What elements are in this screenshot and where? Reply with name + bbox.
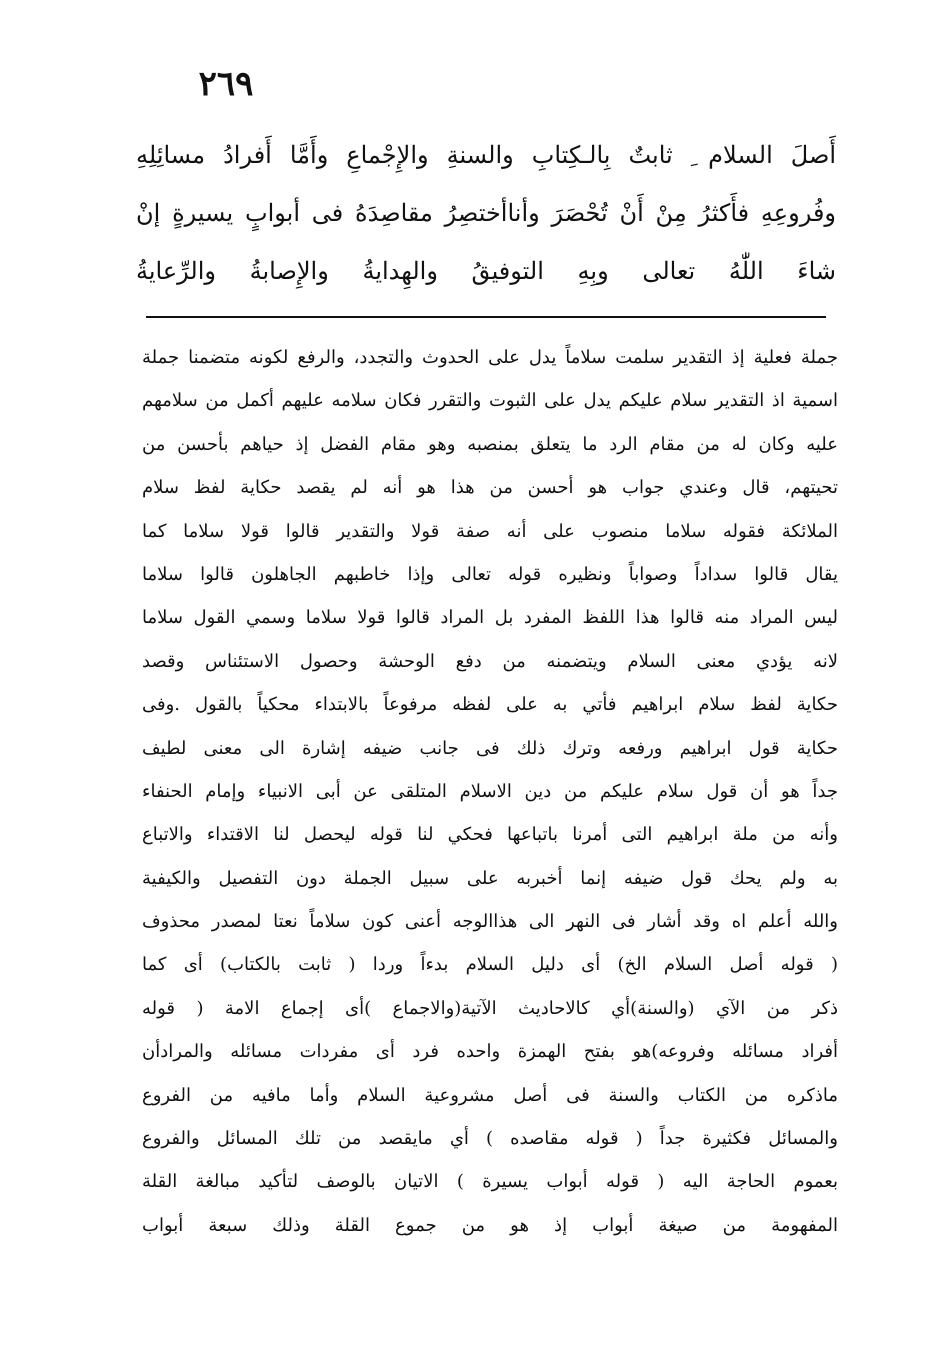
- commentary-line: ذكر من الآي (والسنة)أي كالاحاديث الآتية(والاجماع )أى إجماع الامة ( قوله: [142, 997, 838, 1019]
- commentary-line: به ولم يحك قول ضيفه إنما أخبربه على سبيل الجملة دون التفصيل والكيفية: [142, 867, 838, 889]
- commentary-line: الملائكة فقوله سلاما منصوب على أنه صفة قولا والتقدير قالوا قولا سلاما كما: [142, 520, 838, 542]
- page-number: ٢٦٩: [198, 64, 254, 104]
- commentary-line: حكاية لفظ سلام ابراهيم فأتي به على لفظه مرفوعاً بالابتداء محكياً بالقول .وفى: [142, 694, 838, 716]
- main-text-block: [136, 126, 836, 300]
- commentary-line: حكاية قول ابراهيم ورفعه وترك ذلك فى جانب ضيفه إشارة الى معنى لطيف: [142, 737, 838, 759]
- commentary-line: والمسائل فكثيرة جداً ( قوله مقاصده ) أي مايقصد من تلك المسائل والفروع: [142, 1128, 838, 1150]
- commentary-line: جملة فعلية إذ التقدير سلمت سلاماً يدل على الحدوث والتجدد، والرفع لكونه متضمنا جملة: [142, 347, 838, 368]
- commentary-line: وأنه من ملة ابراهيم التى أمرنا باتباعها فحكي لنا قوله ليحصل لنا الاقتداء والاتباع: [142, 824, 838, 846]
- commentary-line: لانه يؤدي معنى السلام ويتضمنه من دفع الوحشة وحصول الاستئناس وقصد: [142, 650, 838, 672]
- commentary-line: تحيتهم، قال وعندي جواب هو أحسن من هذا هو أنه لم يقصد حكاية لفظ سلام: [142, 477, 838, 499]
- commentary-line: ليس المراد منه قالوا هذا اللفظ المفرد بل المراد قالوا قولا سلاما وسمي القول سلاما: [142, 607, 838, 629]
- commentary-line: ( قوله أصل السلام الخ) أى دليل السلام بدءاً وردا ( ثابت بالكتاب) أى كما: [142, 954, 838, 976]
- commentary-block: [142, 336, 838, 1247]
- commentary-line: اسمية اذ التقدير سلام عليكم يدل على الثبوت والتقرر فكان سلامه عليهم أكمل من سلامهم: [142, 390, 838, 412]
- commentary-line: عليه وكان له من مقام الرد ما يتعلق بمنصبه وهو مقام الفضل إذ حياهم بأحسن من: [142, 433, 838, 455]
- main-text-line: أَصلَ السلام ِ ثابتٌ بِالـكِتابِ والسنةِ والإِجْماعِ وأَمَّا أَفرادُ مسائِلِهِ: [136, 141, 836, 169]
- commentary-line: يقال قالوا سداداً وصواباً ونظيره قوله تعالى وإذا خاطبهم الجاهلون قالوا سلاما: [142, 563, 838, 585]
- commentary-line: أفراد مسائله وفروعه)هو بفتح الهمزة واحده فرد أى مفردات مسائله والمرادأن: [142, 1041, 838, 1063]
- commentary-line: المفهومة من صيغة أبواب إذ هو من جموع القلة وذلك سبعة أبواب: [142, 1214, 838, 1236]
- section-divider: [146, 316, 826, 318]
- main-text-line: وفُروعِهِ فأَكثرُ مِنْ أَنْ تُحْصَرَ وأناأختصِرُ مقاصِدَهُ فى أبوابٍ يسيرةٍ إنْ: [136, 199, 836, 227]
- main-text-line: شاءَ اللّٰهُ تعالى وبِهِ التوفيقُ والهِدايةُ والإِصابةُ والرِّعايةُ: [136, 257, 836, 285]
- commentary-line: ماذكره من الكتاب والسنة فى أصل مشروعية السلام وأما مافيه من الفروع: [142, 1084, 838, 1106]
- commentary-line: جداً هو أن قول سلام عليكم من دين الاسلام المتلقى عن أبى الانبياء وإمام الحنفاء: [142, 780, 838, 802]
- commentary-line: بعموم الحاجة اليه ( قوله أبواب يسيرة ) الاتيان بالوصف لتأكيد مبالغة القلة: [142, 1171, 838, 1193]
- commentary-line: والله أعلم اه وقد أشار فى النهر الى هذاالوجه أعنى كون سلاماً نعتا لمصدر محذوف: [142, 911, 838, 933]
